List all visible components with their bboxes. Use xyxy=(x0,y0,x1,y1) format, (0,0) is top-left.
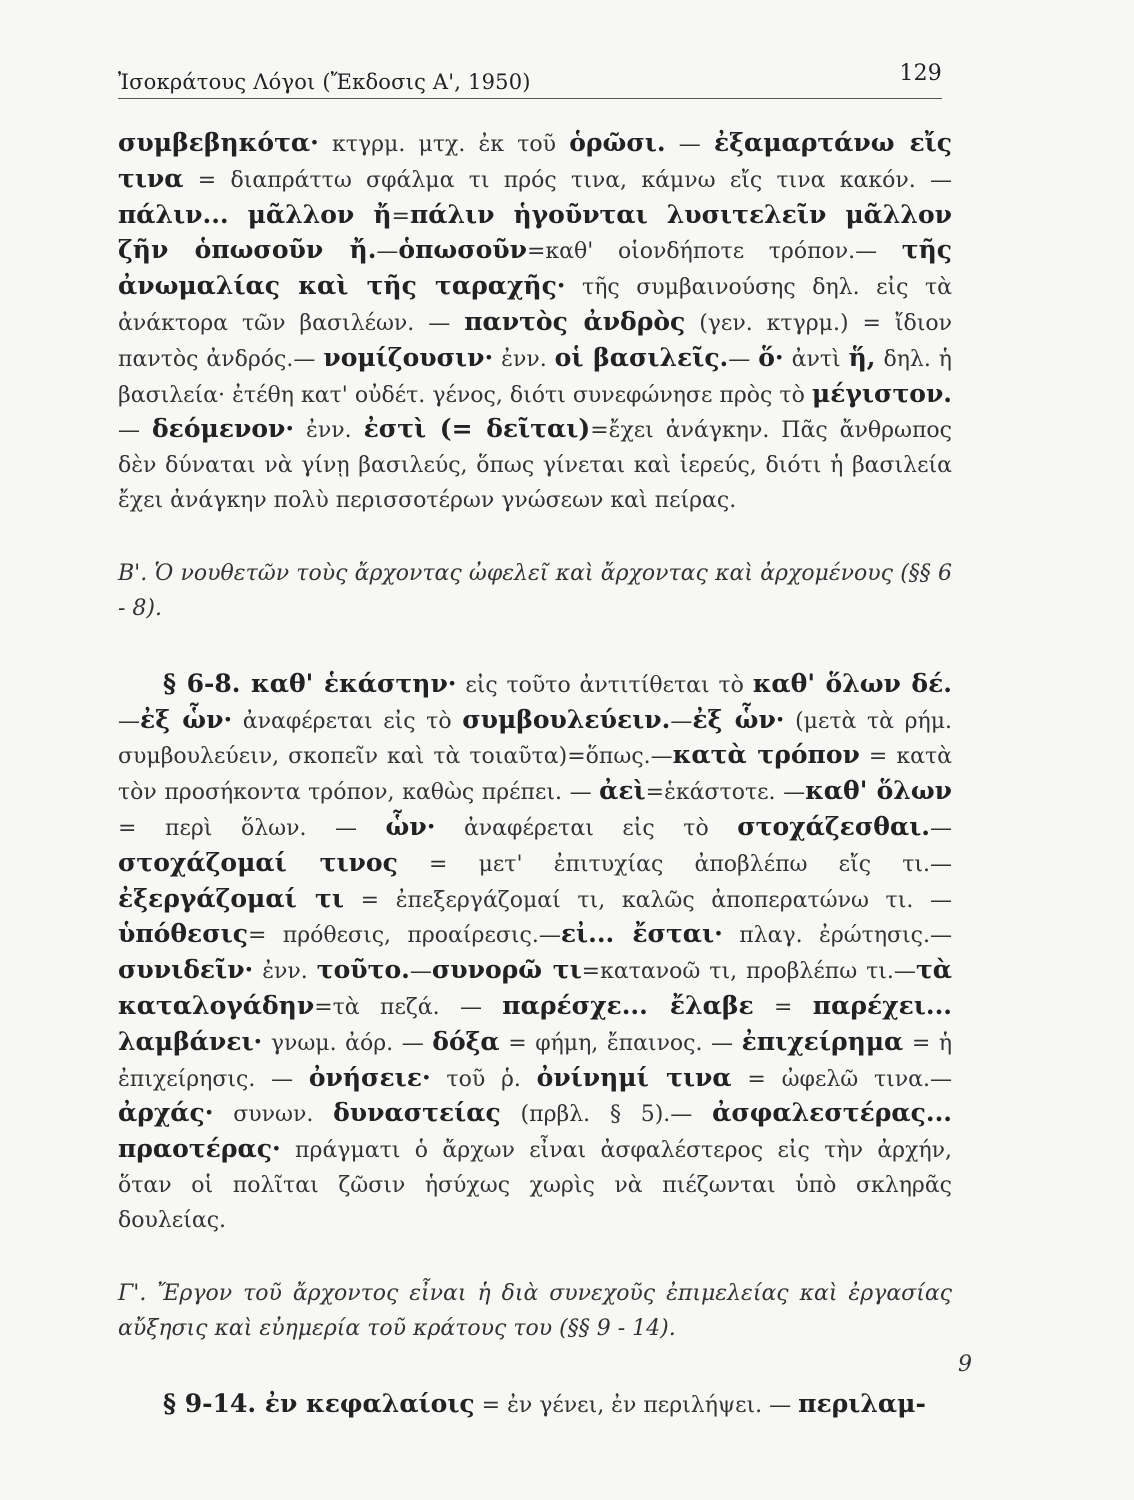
commentary-continuation xyxy=(118,1387,952,1423)
gloss-text: — xyxy=(670,708,693,734)
gloss-text: ἐνν. xyxy=(253,959,317,985)
page-number: 129 xyxy=(899,61,942,86)
gloss-text: — xyxy=(930,815,952,841)
gloss-text: — xyxy=(665,132,714,157)
lemma-text: συνορῶ τι xyxy=(431,955,582,985)
gloss-text: = μετ' ἐπιτυχίας ἀποβλέπω εἴς τι.— xyxy=(397,851,953,877)
gloss-text: τοῦ ῥ. xyxy=(430,1066,537,1092)
gloss-text: = ἡ ἐπιχείρησις. — xyxy=(118,1030,952,1092)
lemma-text: στοχάζομαί τινος xyxy=(118,847,398,877)
lemma-text: ἐξαμαρτάνω εἴς τινα xyxy=(118,128,952,193)
gloss-text: δηλ. ἡ βασιλεία· ἐτέθη κατ' οὐδέτ. γένος, διότι συνεφώνησε πρὸς τὸ xyxy=(118,346,952,408)
lemma-text: στοχάζεσθαι. xyxy=(737,811,930,841)
gloss-text: (γεν. κτγρμ.) = ἴδιον παντὸς ἀνδρός.— xyxy=(118,310,952,372)
gloss-text: ἀντὶ xyxy=(783,346,849,372)
lemma-text: ἐπιχείρημα xyxy=(741,1026,904,1056)
lemma-text: ἐξ ὧν· xyxy=(692,704,785,734)
gloss-text: = διαπράττω σφάλμα τι πρός τινα, κάμνω εἴς τινα κακόν. — xyxy=(183,167,952,193)
lemma-text: δόξα xyxy=(432,1026,500,1056)
gloss-text: — xyxy=(118,418,152,444)
gloss-text: (μετὰ τὰ ρήμ. συμβουλεύειν, σκοπεῖν καὶ τὰ τοιαῦτα)=ὅπως.— xyxy=(118,708,953,770)
lemma-text: ὧν· xyxy=(385,811,436,841)
lemma-text: τῆς ἀνωμαλίας καὶ τῆς ταραχῆς· xyxy=(118,235,952,301)
gloss-text: εἰς τοῦτο ἀντιτίθεται τὸ xyxy=(456,672,753,698)
lemma-text: ἀεὶ xyxy=(599,776,646,806)
lemma-text: ὁπωσοῦν xyxy=(398,235,527,265)
gloss-text: ἐνν. xyxy=(294,418,364,444)
running-head xyxy=(118,58,942,99)
gloss-text: = xyxy=(753,994,813,1020)
lemma-text: συμβουλεύειν. xyxy=(462,704,671,734)
lemma-text: πάλιν... μᾶλλον ἤ xyxy=(118,199,392,229)
gloss-text: =καθ' οἱονδήποτε τρόπον.— xyxy=(527,239,902,265)
gloss-text: γνωμ. ἀόρ. — xyxy=(262,1030,433,1056)
lemma-text: δεόμενον· xyxy=(151,414,295,444)
lemma-text: περιλαμ- xyxy=(798,1388,926,1418)
gloss-text: = περὶ ὅλων. — xyxy=(118,815,386,841)
gloss-text: πλαγ. ἐρώτησις.— xyxy=(722,923,952,949)
gloss-text: ἐνν. xyxy=(493,346,555,372)
gloss-text: = φήμη, ἔπαινος. — xyxy=(499,1030,742,1056)
lemma-text: καθ' ὅλων δέ. xyxy=(752,668,952,698)
signature-mark: 9 xyxy=(958,1352,972,1377)
gloss-text: = ἐπεξεργάζομαί τι, καλῶς ἀποπερατώνω τι. — xyxy=(343,887,952,913)
heading-text: Γ'. Ἔργον τοῦ ἄρχοντος εἶναι ἡ διὰ συνεχοῦς ἐπιμελείας καὶ ἐργασίας αὔξησις καὶ εὐημερία τοῦ κράτους του (§§ 9 - 14). xyxy=(118,1280,952,1341)
lemma-text: δυναστείας xyxy=(333,1098,501,1128)
lemma-text: μέγιστον. xyxy=(811,378,952,408)
gloss-text: — xyxy=(118,708,140,734)
gloss-text: κτγρμ. μτχ. ἐκ τοῦ xyxy=(318,132,570,157)
lemma-text: ἀσφαλεστέρας... πραοτέρας· xyxy=(118,1098,952,1164)
lemma-text: εἰ... ἔσται· xyxy=(560,919,723,949)
heading-text: Β'. Ὁ νουθετῶν τοὺς ἄρχοντας ὠφελεῖ καὶ ἄρχοντας καὶ ἀρχομένους (§§ 6 - 8). xyxy=(118,560,952,621)
gloss-text: = κατὰ τὸν προσήκοντα τρόπον, καθὼς πρέπει. — xyxy=(118,744,952,806)
gloss-text: = ὠφελῶ τινα.— xyxy=(731,1066,952,1092)
gloss-text: ἀναφέρεται εἰς τὸ xyxy=(435,815,738,841)
section-heading-g xyxy=(118,1276,952,1346)
lemma-text: ὁρῶσι. xyxy=(569,128,666,157)
gloss-text: (πρβλ. § 5).— xyxy=(500,1102,713,1128)
gloss-text: — xyxy=(728,346,759,372)
lemma-text: παρέσχε... ἔλαβε xyxy=(502,990,754,1020)
lemma-text: ἀρχάς· xyxy=(118,1098,214,1128)
running-title: Ἰσοκράτους Λόγοι (Ἔκδοσις Α', 1950) xyxy=(118,70,531,94)
commentary-paragraph xyxy=(118,667,952,1238)
gloss-text: =τὰ πεζά. — xyxy=(314,994,503,1020)
lemma-text: § 6-8. καθ' ἑκάστην· xyxy=(163,668,457,698)
lemma-text: ὀνήσειε· xyxy=(308,1062,431,1092)
lemma-text: συνιδεῖν· xyxy=(118,955,254,985)
lemma-text: τοῦτο. xyxy=(316,955,410,985)
lemma-text: κατὰ τρόπον xyxy=(672,740,860,770)
lemma-text: παρέχει... λαμβάνει· xyxy=(118,990,952,1056)
lemma-text: οἱ βασιλεῖς. xyxy=(554,342,729,372)
lemma-text: ἐξεργάζομαί τι xyxy=(118,883,344,913)
lemma-text: τὰ καταλογάδην xyxy=(118,955,952,1020)
section-heading-b xyxy=(118,556,952,626)
gloss-text: = ἐν γένει, ἐν περιλήψει. — xyxy=(474,1392,799,1418)
gloss-text: συνων. xyxy=(213,1102,334,1128)
lemma-text: νομίζουσιν· xyxy=(323,342,494,372)
gloss-text: = xyxy=(391,203,410,229)
glossary-entry xyxy=(118,126,952,518)
lemma-text: § 9-14. ἐν κεφαλαίοις xyxy=(163,1388,475,1418)
page-content xyxy=(118,126,952,1422)
gloss-text: =ἑκάστοτε. — xyxy=(645,780,806,806)
lemma-text: παντὸς ἀνδρὸς xyxy=(464,306,686,336)
lemma-text: ἥ, xyxy=(848,342,876,372)
gloss-text: =κατανοῶ τι, προβλέπω τι.— xyxy=(581,959,916,985)
lemma-text: ἐξ ὧν· xyxy=(140,704,233,734)
gloss-text: — xyxy=(376,239,399,265)
gloss-text: πράγματι ὁ ἄρχων εἶναι ἀσφαλέστερος εἰς τὴν ἀρχήν, ὅταν οἱ πολῖται ζῶσιν ἡσύχως χωρὶς νὰ πιέζωνται ὑπὸ σκληρᾶς δουλείας. xyxy=(118,1138,952,1233)
lemma-text: ὑπόθεσις xyxy=(118,919,248,949)
gloss-text: = πρόθεσις, προαίρεσις.— xyxy=(247,923,561,949)
gloss-text: ἀναφέρεται εἰς τὸ xyxy=(232,708,463,734)
gloss-text: τῆς συμβαινούσης δηλ. εἰς τὰ ἀνάκτορα τῶν βασιλέων. — xyxy=(118,275,952,336)
gloss-text: — xyxy=(409,959,432,985)
lemma-text: συμβεβηκότα· xyxy=(118,128,319,157)
lemma-text: καθ' ὅλων xyxy=(805,776,952,806)
lemma-text: ἐστὶ (= δεῖται) xyxy=(363,414,591,444)
lemma-text: ὅ· xyxy=(758,342,784,372)
lemma-text: πάλιν ἡγοῦνται λυσιτελεῖν μᾶλλον ζῆν ὁπωσοῦν ἤ. xyxy=(118,199,952,265)
lemma-text: ὀνίνημί τινα xyxy=(536,1062,732,1092)
gloss-text: =ἔχει ἀνάγκην. Πᾶς ἄνθρωπος δὲν δύναται νὰ γίνῃ βασιλεύς, ὅπως γίνεται καὶ ἱερεύς, διότι ἡ βασιλεία ἔχει ἀνάγκην πολὺ περισσοτέρων γνώσεων καὶ πείρας. xyxy=(118,418,952,513)
